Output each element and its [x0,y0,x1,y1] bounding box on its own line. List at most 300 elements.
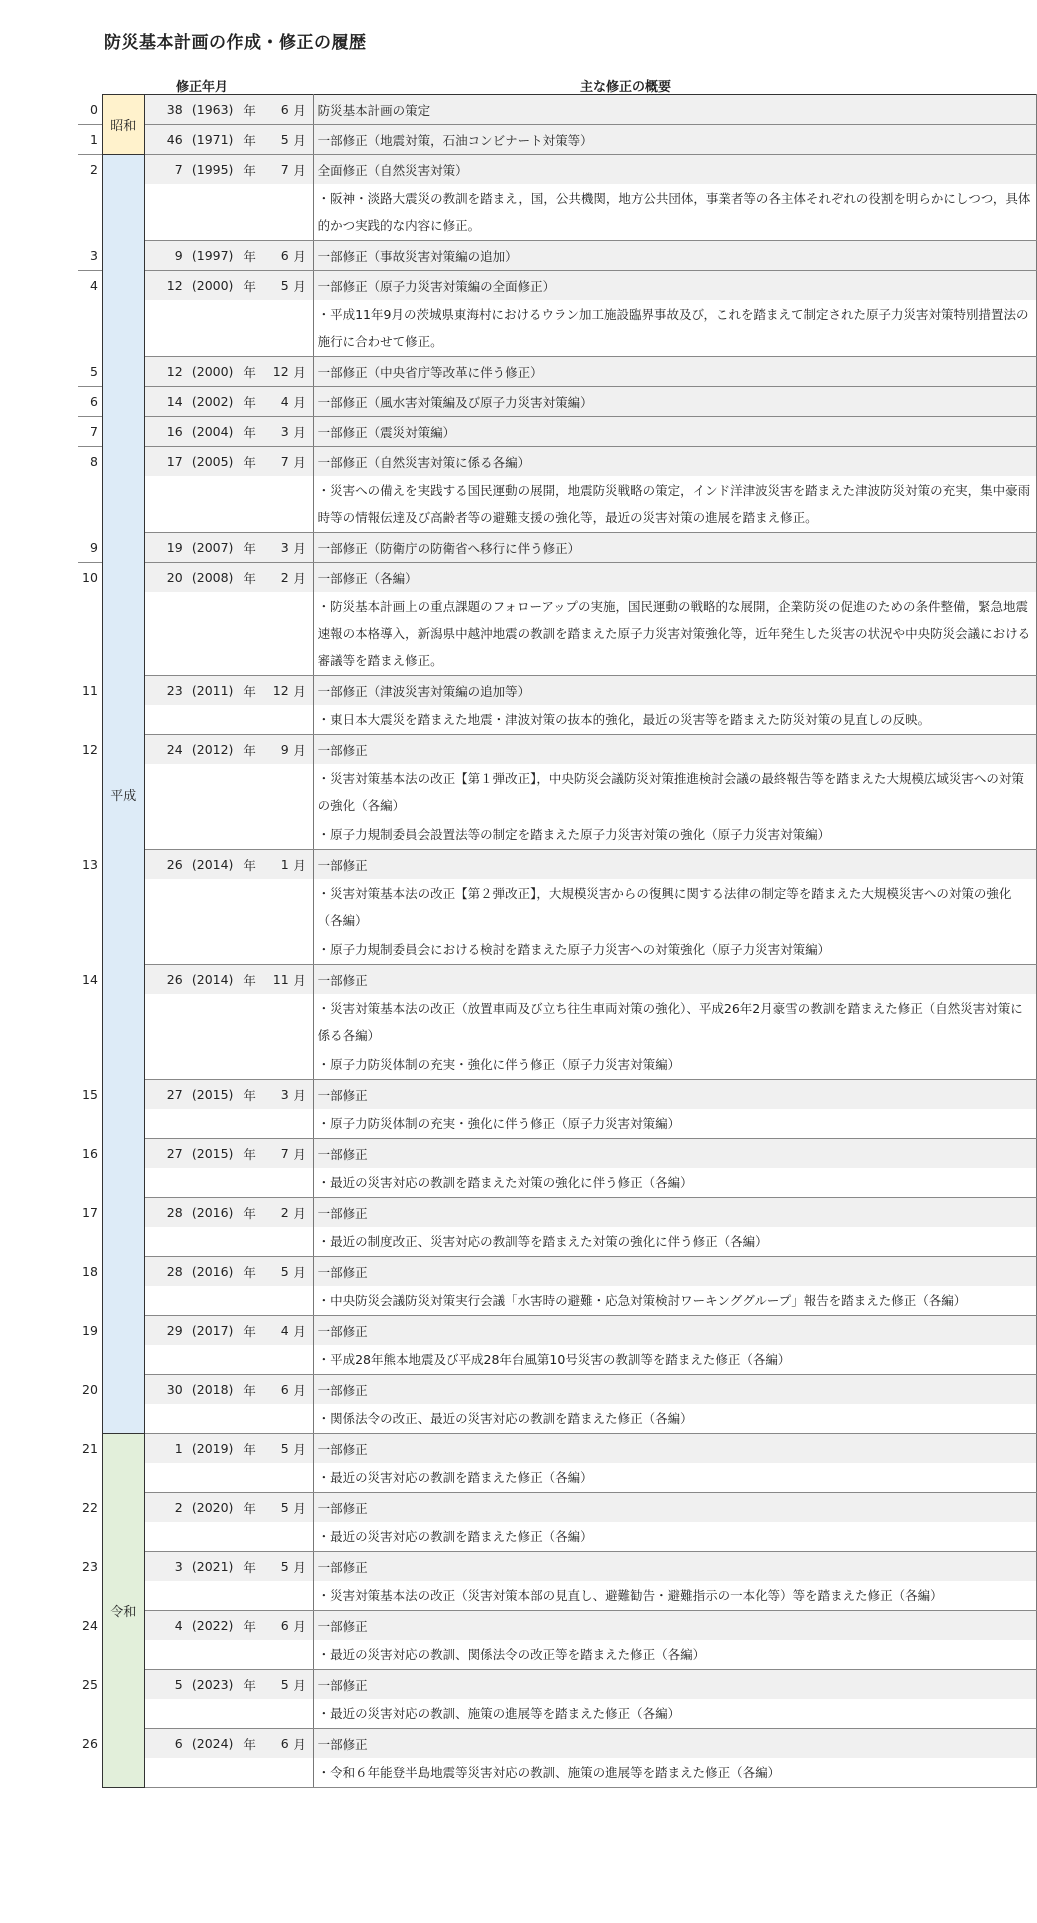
revision-date [144,125,313,155]
ad-year: (2016) [191,1205,234,1220]
revision-date-blank [144,300,313,357]
revision-date-blank [144,1109,313,1139]
month-label: 月 [293,278,306,294]
revision-date-blank [144,1581,313,1611]
revision-date-blank [144,1050,313,1080]
month-label: 月 [293,424,306,440]
ad-year: (2020) [191,1500,234,1515]
revision-date [144,271,313,301]
ad-year: (2022) [191,1618,234,1633]
row-index-blank [78,1522,102,1552]
revision-date [144,850,313,880]
revision-date-blank [144,184,313,241]
era-year: 28 [166,1264,183,1279]
row-index-blank [78,1581,102,1611]
year-label: 年 [243,1677,256,1693]
month: 6 [280,1736,289,1751]
ad-year: (2000) [191,364,234,379]
ad-year: (2015) [191,1087,234,1102]
month-label: 月 [293,1264,306,1280]
table-row [78,387,1037,417]
era-year: 6 [174,1736,183,1751]
revision-detail: ・原子力規制委員会設置法等の制定を踏まえた原子力災害対策の強化（原子力災害対策編） [313,820,1036,850]
row-index: 20 [82,1381,98,1397]
column-header-date: 修正年月 [176,80,229,95]
revision-detail: ・原子力防災体制の充実・強化に伴う修正（原子力災害対策編） [313,1050,1036,1080]
month: 6 [280,1382,289,1397]
row-index: 11 [82,682,98,698]
month-label: 月 [293,248,306,264]
year-label: 年 [243,1205,256,1221]
revision-detail: ・災害への備えを実践する国民運動の展開，地震防災戦略の策定，インド洋津波災害を踏まえた津波防災対策の充実，集中豪雨時等の情報伝達及び高齢者等の避難支援の強化等，最近の災害対策の進展を踏まえ修正。 [313,476,1036,533]
month-label: 月 [293,1677,306,1693]
year-label: 年 [243,394,256,410]
row-index: 26 [82,1735,98,1751]
table-row-detail [78,764,1037,820]
revision-detail: ・原子力規制委員会における検討を踏まえた原子力災害への対策強化（原子力災害対策編） [313,935,1036,965]
revision-detail: ・災害対策基本法の改正（放置車両及び立ち往生車両対策の強化）、平成26年2月豪雪の教訓を踏まえた修正（自然災害対策に係る各編） [313,994,1036,1050]
page-title: 防災基本計画の作成・修正の履歴 [104,33,367,53]
year-label: 年 [243,1382,256,1398]
revision-date [144,533,313,563]
revision-summary: 一部修正（中央省庁等改革に伴う修正） [313,357,1036,387]
year-label: 年 [243,102,256,118]
row-index-blank [78,820,102,850]
year-label: 年 [243,1618,256,1634]
row-index: 9 [89,539,98,555]
year-label: 年 [243,1736,256,1752]
revision-summary: 一部修正 [313,735,1036,765]
era-year: 23 [166,683,183,698]
table-row [78,1493,1037,1523]
month-label: 月 [293,1736,306,1752]
era-year: 19 [166,540,183,555]
row-index-blank [78,1227,102,1257]
revision-detail: ・最近の災害対応の教訓を踏まえた修正（各編） [313,1463,1036,1493]
table-row [78,271,1037,301]
revision-date-blank [144,1699,313,1729]
year-label: 年 [243,742,256,758]
month: 3 [280,424,289,439]
row-index-blank [78,1050,102,1080]
row-index: 4 [89,278,98,293]
year-label: 年 [243,857,256,873]
revision-summary: 全面修正（自然災害対策） [313,155,1036,185]
month: 2 [280,570,289,585]
revision-date [144,1198,313,1228]
revision-date-blank [144,476,313,533]
row-index-blank [78,476,102,533]
revision-summary: 一部修正 [313,1080,1036,1110]
row-index-blank [78,1109,102,1139]
ad-year: (2016) [191,1264,234,1279]
month-label: 月 [293,394,306,410]
ad-year: (2011) [191,683,234,698]
row-index: 6 [89,394,98,409]
revision-date [144,1493,313,1523]
table-row-detail [78,994,1037,1050]
era-year: 46 [166,132,183,147]
revision-date [144,95,313,125]
revision-detail: ・災害対策基本法の改正（災害対策本部の見直し、避難勧告・避難指示の一本化等）等を踏まえた修正（各編） [313,1581,1036,1611]
revision-summary: 一部修正（各編） [313,563,1036,593]
ad-year: (2017) [191,1323,234,1338]
revision-date [144,1552,313,1582]
revision-date [144,1139,313,1169]
revision-date [144,965,313,995]
month: 4 [280,1323,289,1338]
year-label: 年 [243,1500,256,1516]
year-label: 年 [243,972,256,988]
era-cell: 令和 [102,1434,144,1788]
era-year: 5 [174,1677,183,1692]
ad-year: (2015) [191,1146,234,1161]
revision-date-blank [144,705,313,735]
revision-summary: 一部修正（自然災害対策に係る各編） [313,447,1036,477]
era-year: 30 [166,1382,183,1397]
table-row-detail [78,1522,1037,1552]
row-index-blank [78,1286,102,1316]
table-row [78,563,1037,593]
era-year: 9 [174,248,183,263]
revision-detail: ・関係法令の改正、最近の災害対応の教訓を踏まえた修正（各編） [313,1404,1036,1434]
revision-detail: ・最近の災害対応の教訓を踏まえた対策の強化に伴う修正（各編） [313,1168,1036,1198]
revision-summary: 一部修正（風水害対策編及び原子力災害対策編） [313,387,1036,417]
table-row-detail [78,1463,1037,1493]
table-row [78,1729,1037,1759]
month-label: 月 [293,1500,306,1516]
revision-date-blank [144,820,313,850]
year-label: 年 [243,1559,256,1575]
era-year: 17 [166,454,183,469]
revision-detail: ・中央防災会議防災対策実行会議「水害時の避難・応急対策検討ワーキンググループ」報告を踏まえた修正（各編） [313,1286,1036,1316]
revision-date-blank [144,1404,313,1434]
ad-year: (2023) [191,1677,234,1692]
row-index-blank [78,935,102,965]
table-row-detail [78,1168,1037,1198]
month-label: 月 [293,540,306,556]
table-row-detail [78,1404,1037,1434]
revision-summary: 一部修正 [313,1729,1036,1759]
table-row [78,417,1037,447]
era-cell: 平成 [102,155,144,1434]
table-row-detail [78,1581,1037,1611]
table-row [78,241,1037,271]
revision-date-blank [144,935,313,965]
revision-date-blank [144,1227,313,1257]
revision-summary: 一部修正（防衛庁の防衛省へ移行に伴う修正） [313,533,1036,563]
year-label: 年 [243,1441,256,1457]
year-label: 年 [243,1146,256,1162]
month: 3 [280,1087,289,1102]
month: 3 [280,540,289,555]
table-row [78,1198,1037,1228]
revision-detail: ・平成28年熊本地震及び平成28年台風第10号災害の教訓等を踏まえた修正（各編） [313,1345,1036,1375]
revision-date [144,1611,313,1641]
revision-summary: 一部修正（原子力災害対策編の全面修正） [313,271,1036,301]
row-index-blank [78,1699,102,1729]
table-row [78,447,1037,477]
era-year: 38 [166,102,183,117]
revision-date-blank [144,1168,313,1198]
table-row [78,1434,1037,1464]
revision-date [144,1729,313,1759]
month: 6 [280,102,289,117]
year-label: 年 [243,683,256,699]
revision-date [144,735,313,765]
row-index-blank [78,1168,102,1198]
row-index: 7 [89,424,98,439]
revision-date [144,1670,313,1700]
ad-year: (2002) [191,394,234,409]
era-year: 4 [174,1618,183,1633]
month-label: 月 [293,162,306,178]
month: 7 [280,1146,289,1161]
ad-year: (2019) [191,1441,234,1456]
table-row-detail [78,1286,1037,1316]
revision-date [144,1434,313,1464]
era-year: 2 [174,1500,183,1515]
month-label: 月 [293,742,306,758]
era-year: 27 [166,1087,183,1102]
month-label: 月 [293,1087,306,1103]
table-row-detail [78,300,1037,357]
table-row [78,676,1037,706]
table-row-detail [78,1227,1037,1257]
month-label: 月 [293,1382,306,1398]
month: 5 [280,132,289,147]
ad-year: (2021) [191,1559,234,1574]
ad-year: (1963) [191,102,234,117]
year-label: 年 [243,364,256,380]
revision-summary: 一部修正 [313,1434,1036,1464]
revision-date [144,357,313,387]
revision-date-blank [144,1345,313,1375]
revision-summary: 一部修正 [313,1670,1036,1700]
month-label: 月 [293,102,306,118]
revision-summary: 防災基本計画の策定 [313,95,1036,125]
revision-date [144,1316,313,1346]
table-row-detail [78,879,1037,935]
table-row-detail [78,1699,1037,1729]
month: 12 [272,364,289,379]
revision-summary: 一部修正 [313,1257,1036,1287]
revision-summary: 一部修正（津波災害対策編の追加等） [313,676,1036,706]
month: 7 [280,162,289,177]
revision-detail: ・災害対策基本法の改正【第１弾改正】，中央防災会議防災対策推進検討会議の最終報告等を踏まえた大規模広域災害への対策の強化（各編） [313,764,1036,820]
year-label: 年 [243,132,256,148]
ad-year: (1995) [191,162,234,177]
ad-year: (2000) [191,278,234,293]
year-label: 年 [243,454,256,470]
revision-summary: 一部修正 [313,1198,1036,1228]
row-index-blank [78,1758,102,1788]
month: 5 [280,278,289,293]
row-index: 2 [89,162,98,177]
row-index-blank [78,1345,102,1375]
revision-detail: ・最近の災害対応の教訓、関係法令の改正等を踏まえた修正（各編） [313,1640,1036,1670]
row-index-blank [78,879,102,935]
column-header-summary: 主な修正の概要 [580,80,672,95]
month-label: 月 [293,683,306,699]
revision-date-blank [144,1286,313,1316]
revision-date [144,447,313,477]
month-label: 月 [293,1146,306,1162]
era-year: 24 [166,742,183,757]
revision-detail: ・最近の災害対応の教訓を踏まえた修正（各編） [313,1522,1036,1552]
table-row-detail [78,184,1037,241]
ad-year: (2004) [191,424,234,439]
revision-date [144,155,313,185]
revision-detail: ・最近の制度改正、災害対応の教訓等を踏まえた対策の強化に伴う修正（各編） [313,1227,1036,1257]
table-row [78,1080,1037,1110]
month: 5 [280,1500,289,1515]
table-row [78,965,1037,995]
revision-date-blank [144,764,313,820]
month-label: 月 [293,1441,306,1457]
row-index: 5 [89,363,98,379]
revision-date-blank [144,1758,313,1788]
row-index: 19 [82,1322,98,1338]
table-row-detail [78,476,1037,533]
revision-summary: 一部修正 [313,1375,1036,1405]
row-index-blank [78,1404,102,1434]
revision-date [144,387,313,417]
revision-date [144,241,313,271]
row-index-blank [78,764,102,820]
row-index-blank [78,592,102,676]
row-index: 21 [82,1440,98,1456]
revision-date-blank [144,1640,313,1670]
row-index-blank [78,1463,102,1493]
month: 2 [280,1205,289,1220]
ad-year: (2014) [191,972,234,987]
month-label: 月 [293,857,306,873]
row-index: 15 [82,1086,98,1102]
table-row [78,1375,1037,1405]
ad-year: (2008) [191,570,234,585]
era-year: 26 [166,972,183,987]
month: 5 [280,1559,289,1574]
row-index-blank [78,705,102,735]
revision-summary: 一部修正 [313,1493,1036,1523]
revision-detail: ・最近の災害対応の教訓、施策の進展等を踏まえた修正（各編） [313,1699,1036,1729]
year-label: 年 [243,540,256,556]
month-label: 月 [293,132,306,148]
row-index: 22 [82,1499,98,1515]
table-row [78,533,1037,563]
era-year: 7 [174,162,183,177]
revision-date [144,563,313,593]
table-row [78,1670,1037,1700]
year-label: 年 [243,278,256,294]
era-year: 27 [166,1146,183,1161]
month-label: 月 [293,1205,306,1221]
revision-date [144,676,313,706]
table-row [78,1552,1037,1582]
month: 5 [280,1264,289,1279]
revision-detail: ・令和６年能登半島地震等災害対応の教訓、施策の進展等を踏まえた修正（各編） [313,1758,1036,1788]
row-index-blank [78,300,102,357]
revision-summary: 一部修正（震災対策編） [313,417,1036,447]
ad-year: (2012) [191,742,234,757]
era-year: 3 [174,1559,183,1574]
month: 6 [280,248,289,263]
month-label: 月 [293,1559,306,1575]
revision-date [144,1080,313,1110]
table-row [78,1139,1037,1169]
table-row-detail [78,705,1037,735]
table-row-detail [78,1345,1037,1375]
row-index: 8 [89,454,98,469]
month-label: 月 [293,1323,306,1339]
revision-detail: ・原子力防災体制の充実・強化に伴う修正（原子力災害対策編） [313,1109,1036,1139]
year-label: 年 [243,162,256,178]
table-row-detail [78,820,1037,850]
month-label: 月 [293,454,306,470]
month: 5 [280,1677,289,1692]
era-year: 12 [166,278,183,293]
ad-year: (2018) [191,1382,234,1397]
table-row [78,850,1037,880]
ad-year: (2005) [191,454,234,469]
row-index: 0 [89,101,98,117]
row-index: 17 [82,1204,98,1220]
revision-summary: 一部修正 [313,1316,1036,1346]
table-row [78,735,1037,765]
row-index: 23 [82,1558,98,1574]
row-index: 10 [82,570,98,585]
table-row-detail [78,1640,1037,1670]
year-label: 年 [243,1264,256,1280]
era-year: 26 [166,857,183,872]
row-index: 1 [89,132,98,147]
era-year: 1 [174,1441,183,1456]
month: 11 [272,972,289,987]
row-index-blank [78,1640,102,1670]
row-index: 14 [82,971,98,987]
era-cell: 昭和 [102,95,144,155]
revision-summary: 一部修正（地震対策，石油コンビナート対策等） [313,125,1036,155]
history-table [78,94,1037,1788]
revision-detail: ・災害対策基本法の改正【第２弾改正】，大規模災害からの復興に関する法律の制定等を踏まえた大規模災害への対策の強化（各編） [313,879,1036,935]
month: 7 [280,454,289,469]
table-row [78,95,1037,125]
table-row-detail [78,1050,1037,1080]
month-label: 月 [293,972,306,988]
revision-date-blank [144,592,313,676]
revision-summary: 一部修正 [313,1552,1036,1582]
table-row-detail [78,592,1037,676]
table-row-detail [78,1109,1037,1139]
revision-summary: 一部修正 [313,1139,1036,1169]
year-label: 年 [243,248,256,264]
ad-year: (2014) [191,857,234,872]
year-label: 年 [243,1087,256,1103]
revision-date-blank [144,1522,313,1552]
row-index: 13 [82,856,98,872]
era-year: 28 [166,1205,183,1220]
table-row [78,155,1037,185]
era-year: 12 [166,364,183,379]
table-row [78,125,1037,155]
ad-year: (2024) [191,1736,234,1751]
table-row [78,1257,1037,1287]
year-label: 年 [243,424,256,440]
month-label: 月 [293,1618,306,1634]
revision-summary: 一部修正 [313,850,1036,880]
era-year: 14 [166,394,183,409]
